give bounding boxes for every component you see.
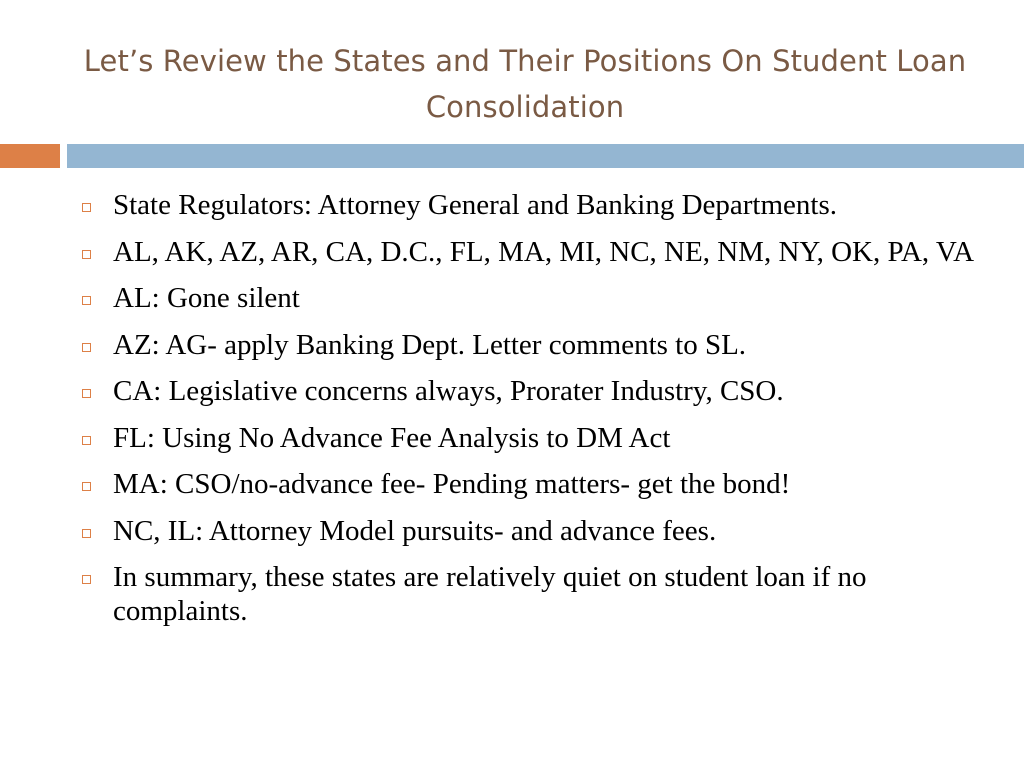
square-bullet-icon — [82, 389, 91, 398]
bullet-text: AL, AK, AZ, AR, CA, D.C., FL, MA, MI, NC, NE, NM, NY, OK, PA, VA — [113, 235, 975, 268]
accent-bar — [0, 144, 60, 168]
square-bullet-icon — [82, 529, 91, 538]
list-item — [78, 560, 978, 628]
bullet-text: AZ: AG- apply Banking Dept. Letter comments to SL. — [113, 328, 747, 361]
square-bullet-icon — [82, 343, 91, 352]
square-bullet-icon — [82, 203, 91, 212]
square-bullet-icon — [82, 436, 91, 445]
slide-title: Let’s Review the States and Their Positions On Student Loan Consolidation — [83, 44, 967, 124]
bullet-text: In summary, these states are relatively quiet on student loan if no complaints. — [113, 561, 867, 627]
bullet-text: State Regulators: Attorney General and Banking Departments. — [113, 189, 838, 221]
square-bullet-icon — [82, 575, 91, 584]
header-bar — [67, 144, 1024, 168]
bullet-text: AL: Gone silent — [113, 282, 300, 314]
bullet-text: FL: Using No Advance Fee Analysis to DM Act — [113, 421, 671, 454]
list-item — [78, 328, 978, 362]
list-item — [78, 235, 978, 269]
bullet-text: NC, IL: Attorney Model pursuits- and advance fees. — [113, 514, 717, 547]
list-item — [78, 188, 978, 222]
square-bullet-icon — [82, 250, 91, 259]
bullet-list — [78, 188, 978, 641]
list-item — [78, 421, 978, 455]
bullet-text: CA: Legislative concerns always, Prorater Industry, CSO. — [113, 375, 784, 407]
bullet-text: MA: CSO/no-advance fee- Pending matters- get the bond! — [113, 468, 791, 500]
list-item — [78, 281, 978, 315]
square-bullet-icon — [82, 482, 91, 491]
list-item — [78, 467, 978, 501]
list-item — [78, 374, 978, 408]
list-item — [78, 514, 978, 548]
square-bullet-icon — [82, 296, 91, 305]
